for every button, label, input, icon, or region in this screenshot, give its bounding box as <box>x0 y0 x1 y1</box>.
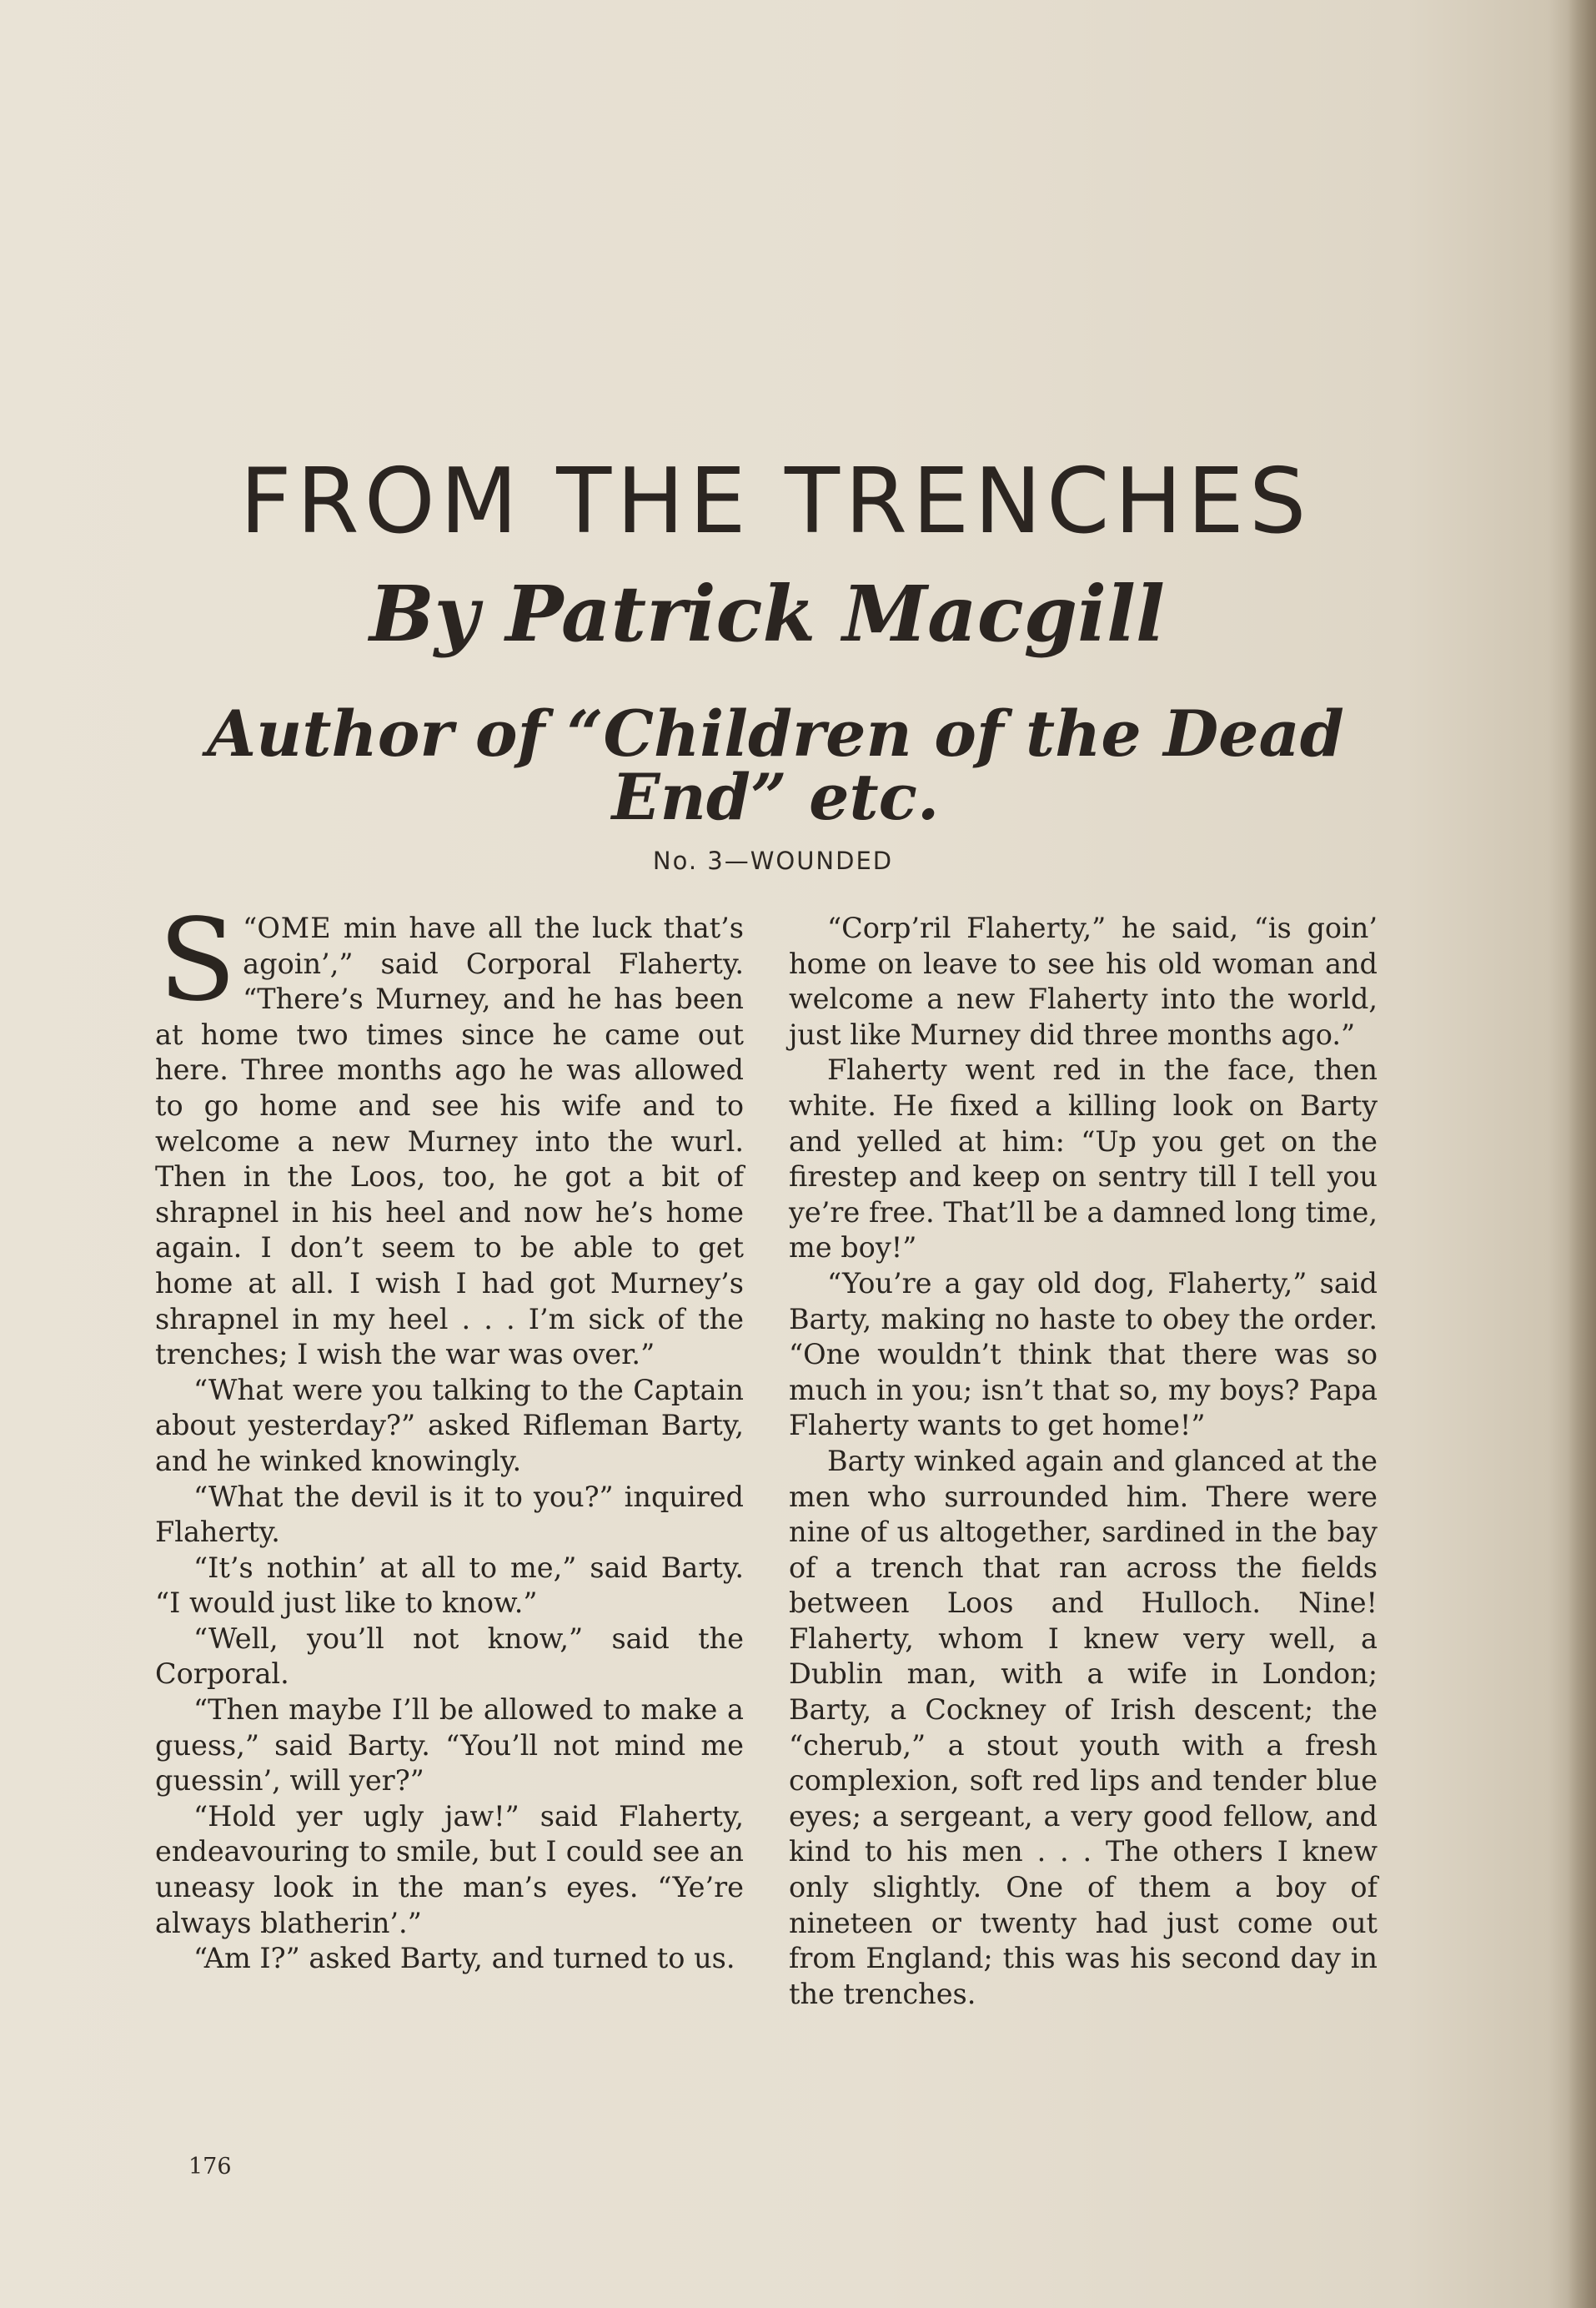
paragraph: “Corp’ril Flaherty,” he said, “is goin’ home on leave to see his old woman and welcome a new Flaherty into the world, just like Murney did three months ago.” <box>789 912 1378 1051</box>
first-paragraph-text: min have all the luck that’s agoin’,” said Corporal Flaherty. “There’s Murney, and he has been at home two times since he came out here. Three months ago he was allowed to go home and see his wife and to welcome a new Murney into the wurl. Then in the Loos, too, he got a bit of shrapnel in his heel and now he’s home again. I don’t seem to be able to get home at all. I wish I had got Murney’s shrapnel in my heel . . . I’m sick of the trenches; I wish the war was over.” <box>155 912 744 1371</box>
paragraph: “What the devil is it to you?” inquired Flaherty. <box>155 1480 744 1549</box>
author-credit: Author of “Children of the Dead End” etc. <box>207 696 1344 834</box>
page-number: 176 <box>188 2154 232 2180</box>
paragraph: “Well, you’ll not know,” said the Corporal. <box>155 1622 744 1691</box>
paragraph: “It’s nothin’ at all to me,” said Barty. “I would just like to know.” <box>155 1551 744 1620</box>
paragraph: “You’re a gay old dog, Flaherty,” said Barty, making no haste to obey the order. “One wouldn’t think that there was so much in you; isn’t that so, my boys? Papa Flaherty wants to get home!” <box>789 1266 1378 1442</box>
paragraph: “Hold yer ugly jaw!” said Flaherty, endeavouring to smile, but I could see an uneasy look in the man’s eyes. “Ye’re always blatherin’.” <box>155 1799 744 1939</box>
paragraph <box>155 895 744 1373</box>
paragraph: “What were you talking to the Captain about yesterday?” asked Rifleman Barty, and he winked knowingly. <box>155 1373 744 1477</box>
paragraph: Barty winked again and glanced at the men who surrounded him. There were nine of us altogether, sardined in the bay of a trench that ran across the fields between Loos and Hulloch. Nine! Flaherty, whom I knew very well, a Dublin man, with a wife in London; Barty, a Cockney of Irish descent; the “cherub,” a stout youth with a fresh complexion, soft red lips and tender blue eyes; a sergeant, a very good fellow, and kind to his men . . . The others I knew only slightly. One of them a boy of nineteen or twenty had just come out from England; this was his second day in the trenches. <box>789 1444 1378 2010</box>
text-column-right <box>789 911 1378 2012</box>
first-word-rest: OME <box>257 912 332 944</box>
text-column-left <box>155 895 744 1977</box>
article-subtitle: No. 3—WOUNDED <box>652 847 894 875</box>
article-title: FROM THE TRENCHES <box>239 450 1312 554</box>
article-byline: By Patrick Macgill <box>369 569 1165 659</box>
opening-quote: “ <box>243 912 258 944</box>
drop-cap: S <box>158 895 237 1027</box>
paragraph: “Then maybe I’ll be allowed to make a guess,” said Barty. “You’ll not mind me guessin’, will yer?” <box>155 1693 744 1798</box>
paragraph: “Am I?” asked Barty, and turned to us. <box>193 1942 735 1975</box>
paragraph: Flaherty went red in the face, then white. He fixed a killing look on Barty and yelled at him: “Up you get on the firestep and keep on sentry till I tell you ye’re free. That’ll be a damned long time, me boy!” <box>789 1053 1378 1265</box>
page-edge-shadow <box>1568 0 1596 2308</box>
